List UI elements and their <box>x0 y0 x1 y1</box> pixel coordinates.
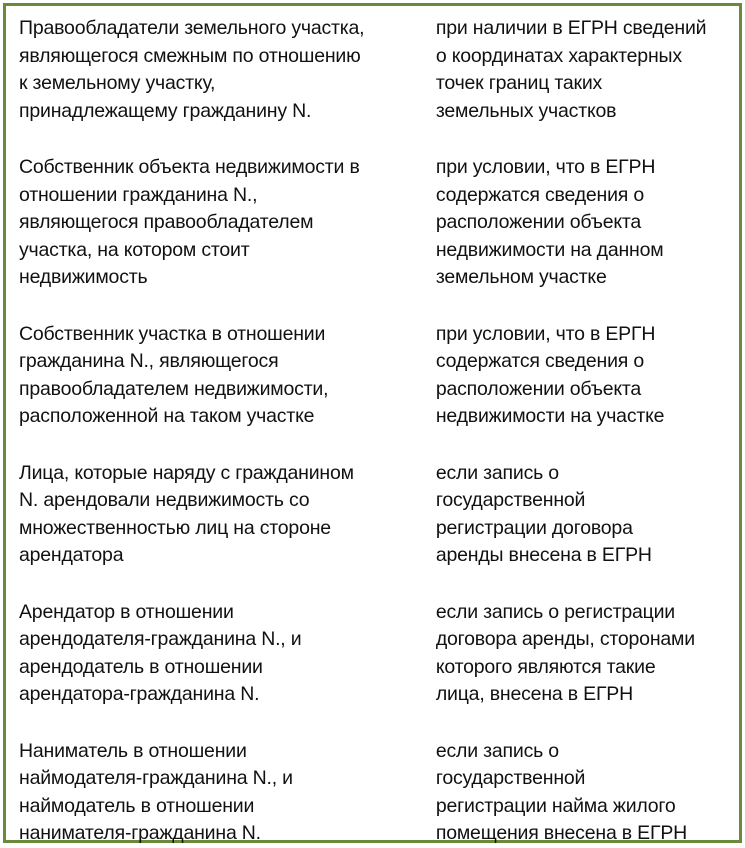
text-line: являющегося правообладателем <box>19 211 314 233</box>
text-line: арендатора-гражданина N. <box>19 683 260 705</box>
text-line: Наниматель в отношении <box>19 739 247 762</box>
text-line: государственной <box>435 489 586 511</box>
text-line: если запись о <box>435 739 559 762</box>
row-3-subject <box>19 321 418 431</box>
row-2-subject <box>19 154 418 292</box>
table-row <box>19 321 731 431</box>
table-row <box>19 154 731 292</box>
table-row <box>19 738 731 848</box>
row-4-subject <box>19 460 418 570</box>
text-line: земельном участке <box>435 266 607 288</box>
text-line: недвижимости на участке <box>435 405 665 427</box>
text-line: помещения внесена в ЕГРН <box>435 822 688 844</box>
text-line: государственной <box>435 767 586 789</box>
text-line: содержатся сведения о <box>435 183 645 206</box>
text-line: к земельному участку, <box>19 72 216 94</box>
text-line: наймодателя-гражданина N., и <box>19 767 293 789</box>
text-line: Собственник участка в отношении <box>19 322 326 345</box>
text-line: о координатах характерных <box>435 44 682 67</box>
text-line: недвижимость <box>19 266 148 288</box>
text-line: арендодателя-гражданина N., и <box>19 628 302 650</box>
text-line: регистрации договора <box>435 516 633 539</box>
text-line: договора аренды, сторонами <box>435 628 695 650</box>
text-line: расположении объекта <box>435 377 642 400</box>
table-frame <box>3 3 742 843</box>
text-line: участка, на котором стоит <box>19 238 250 261</box>
row-5-subject <box>19 599 418 709</box>
text-line: содержатся сведения о <box>435 350 645 372</box>
text-line: регистрации найма жилого <box>435 794 676 817</box>
text-line: нанимателя-гражданина N. <box>19 822 261 844</box>
text-line: при условии, что в ЕГРН <box>435 156 656 178</box>
text-line: при наличии в ЕГРН сведений <box>435 17 707 39</box>
row-5-condition <box>436 599 731 709</box>
row-6-subject <box>19 738 418 848</box>
row-3-condition <box>436 321 731 431</box>
text-line: являющегося смежным по отношению <box>19 44 361 67</box>
text-line: Собственник объекта недвижимости в <box>19 156 360 178</box>
text-line: если запись о <box>435 461 559 484</box>
table-row <box>19 599 731 709</box>
text-line: гражданина N., являющегося <box>19 350 279 372</box>
text-line: правообладателем недвижимости, <box>19 377 329 400</box>
text-line: множественностью лиц на стороне <box>19 516 331 539</box>
table-row <box>19 460 731 570</box>
row-4-condition <box>436 460 731 570</box>
text-line: при условии, что в ЕРГН <box>435 322 656 345</box>
row-2-condition <box>436 154 731 292</box>
row-1-subject <box>19 15 418 125</box>
text-line: Арендатор в отношении <box>19 600 234 623</box>
text-line: расположении объекта <box>435 211 642 233</box>
table-row <box>19 15 731 125</box>
text-line: Правообладатели земельного участка, <box>19 17 365 39</box>
text-line: лица, внесена в ЕГРН <box>435 683 633 705</box>
text-line: земельных участков <box>435 99 617 122</box>
text-line: Лица, которые наряду с гражданином <box>19 461 354 484</box>
text-line: расположенной на таком участке <box>19 405 315 427</box>
text-line: N. арендовали недвижимость со <box>19 489 310 511</box>
text-line: аренды внесена в ЕГРН <box>435 544 652 566</box>
text-line: отношении гражданина N., <box>19 183 258 206</box>
text-line: арендатора <box>19 544 124 566</box>
text-line: точек границ таких <box>435 72 603 94</box>
text-line: если запись о регистрации <box>435 600 675 623</box>
text-line: недвижимости на данном <box>435 238 664 261</box>
text-line: принадлежащему гражданину N. <box>19 99 312 122</box>
text-line: которого являются такие <box>435 655 656 678</box>
row-1-condition <box>436 15 731 125</box>
row-6-condition <box>436 738 731 848</box>
text-line: арендодатель в отношении <box>19 655 263 678</box>
text-line: наймодатель в отношении <box>19 794 255 817</box>
table-body <box>19 15 731 848</box>
